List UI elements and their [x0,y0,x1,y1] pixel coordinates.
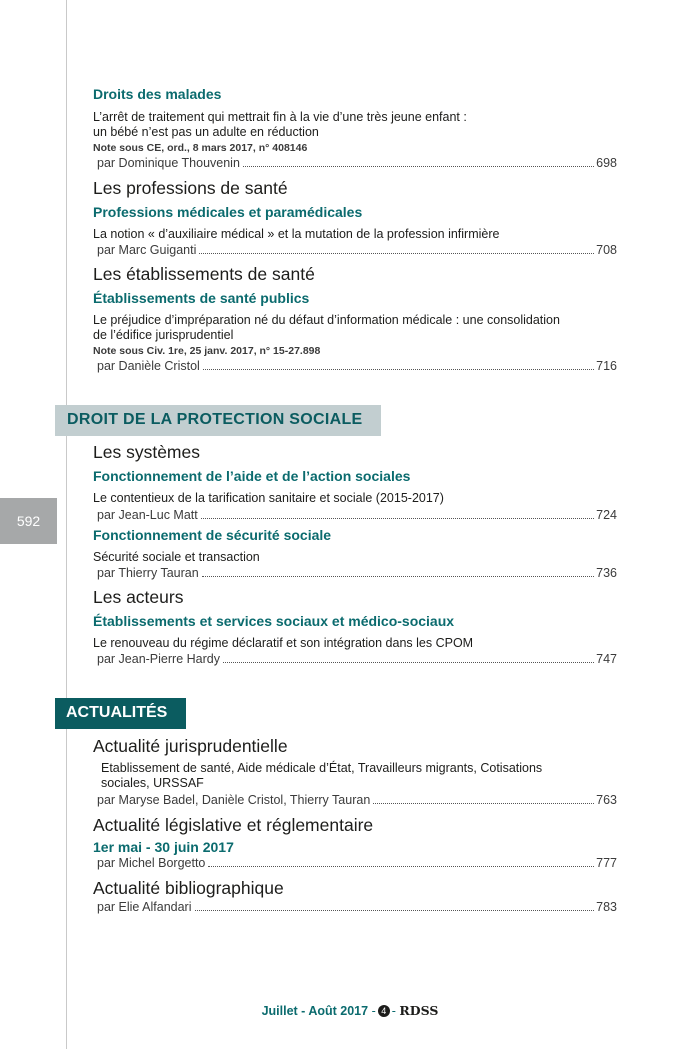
article-note: Note sous Civ. 1re, 25 janv. 2017, n° 15-27.898 [93,345,321,357]
toc-entry[interactable] [97,793,617,807]
heading-etablissements-de-sante: Les établissements de santé [93,264,315,284]
page-ref: 708 [596,243,617,257]
article-note: Note sous CE, ord., 8 mars 2017, n° 408146 [93,142,308,154]
leader-dots [195,910,595,911]
section-title: DROIT DE LA PROTECTION SOCIALE [67,411,363,428]
subheading-etablissements-publics: Établissements de santé publics [93,290,310,306]
topic-line: Etablissement de santé, Aide médicale d’État, Travailleurs migrants, Cotisations [101,761,543,775]
toc-entry[interactable] [97,359,617,373]
leader-dots [243,166,594,167]
period-subheading: 1er mai - 30 juin 2017 [93,839,234,855]
toc-entry[interactable] [97,566,617,580]
footer-date: Juillet - Août 2017 [261,1004,369,1018]
author: par Maryse Badel, Danièle Cristol, Thierry Tauran [97,793,371,807]
heading-professions-de-sante: Les professions de santé [93,178,288,198]
heading-les-acteurs: Les acteurs [93,587,184,607]
margin-rule [66,0,67,1049]
page-footer [0,1003,700,1018]
article-title-line: Le renouveau du régime déclaratif et son intégration dans les CPOM [93,636,474,650]
issue-number-badge: 4 [378,1005,390,1017]
article-title-line: Le préjudice d’impréparation né du défaut d’information médicale : une consolidation [93,313,560,327]
subheading-etablissements-sociaux: Établissements et services sociaux et médico-sociaux [93,613,455,629]
leader-dots [202,576,594,577]
page-ref: 716 [596,359,617,373]
leader-dots [199,253,594,254]
leader-dots [203,369,594,370]
subheading-aide-action-sociales: Fonctionnement de l’aide et de l’action sociales [93,468,411,484]
toc-entry[interactable] [97,652,617,666]
toc-entry[interactable] [97,508,617,522]
page-ref: 724 [596,508,617,522]
subheading-securite-sociale: Fonctionnement de sécurité sociale [93,527,332,543]
article-title-line: Sécurité sociale et transaction [93,550,260,564]
heading-les-systemes: Les systèmes [93,442,200,462]
author: par Thierry Tauran [97,566,199,580]
journal-name: RDSS [399,1003,439,1018]
page-ref: 783 [596,900,617,914]
leader-dots [208,866,594,867]
leader-dots [223,662,594,663]
page-ref: 698 [596,156,617,170]
section-band-actualites [55,698,186,729]
page-ref: 777 [596,856,617,870]
subheading-professions-medicales: Professions médicales et paramédicales [93,204,363,220]
toc-entry[interactable] [97,856,617,870]
heading-actualite-bibliographique: Actualité bibliographique [93,878,284,898]
page-ref: 747 [596,652,617,666]
section-band-protection-sociale [55,405,381,436]
author: par Michel Borgetto [97,856,206,870]
topic-line: sociales, URSSAF [101,776,204,790]
heading-actualite-jurisprudentielle: Actualité jurisprudentielle [93,736,288,756]
author: par Dominique Thouvenin [97,156,240,170]
author: par Elie Alfandari [97,900,192,914]
page-number-tab: 592 [0,498,57,544]
toc-entry[interactable] [97,900,617,914]
article-title-line: de l’édifice jurisprudentiel [93,328,234,342]
subheading-droits-des-malades: Droits des malades [93,86,222,102]
author: par Danièle Cristol [97,359,200,373]
page-ref: 736 [596,566,617,580]
author: par Jean-Pierre Hardy [97,652,220,666]
toc-entry[interactable] [97,243,617,257]
heading-actualite-legislative: Actualité législative et réglementaire [93,815,374,835]
article-title-line: Le contentieux de la tarification sanitaire et sociale (2015-2017) [93,491,444,505]
toc-entry[interactable] [97,156,617,170]
page-ref: 763 [596,793,617,807]
footer-separator: - [391,1004,396,1018]
article-title-line: La notion « d’auxiliaire médical » et la mutation de la profession infirmière [93,227,500,241]
author: par Marc Guiganti [97,243,197,257]
author: par Jean-Luc Matt [97,508,198,522]
section-title: ACTUALITÉS [66,704,168,721]
footer-separator: - [371,1004,376,1018]
leader-dots [373,803,594,804]
article-title-line: un bébé n’est pas un adulte en réduction [93,125,319,139]
leader-dots [201,518,594,519]
article-title-line: L’arrêt de traitement qui mettrait fin à la vie d’une très jeune enfant : [93,110,467,124]
